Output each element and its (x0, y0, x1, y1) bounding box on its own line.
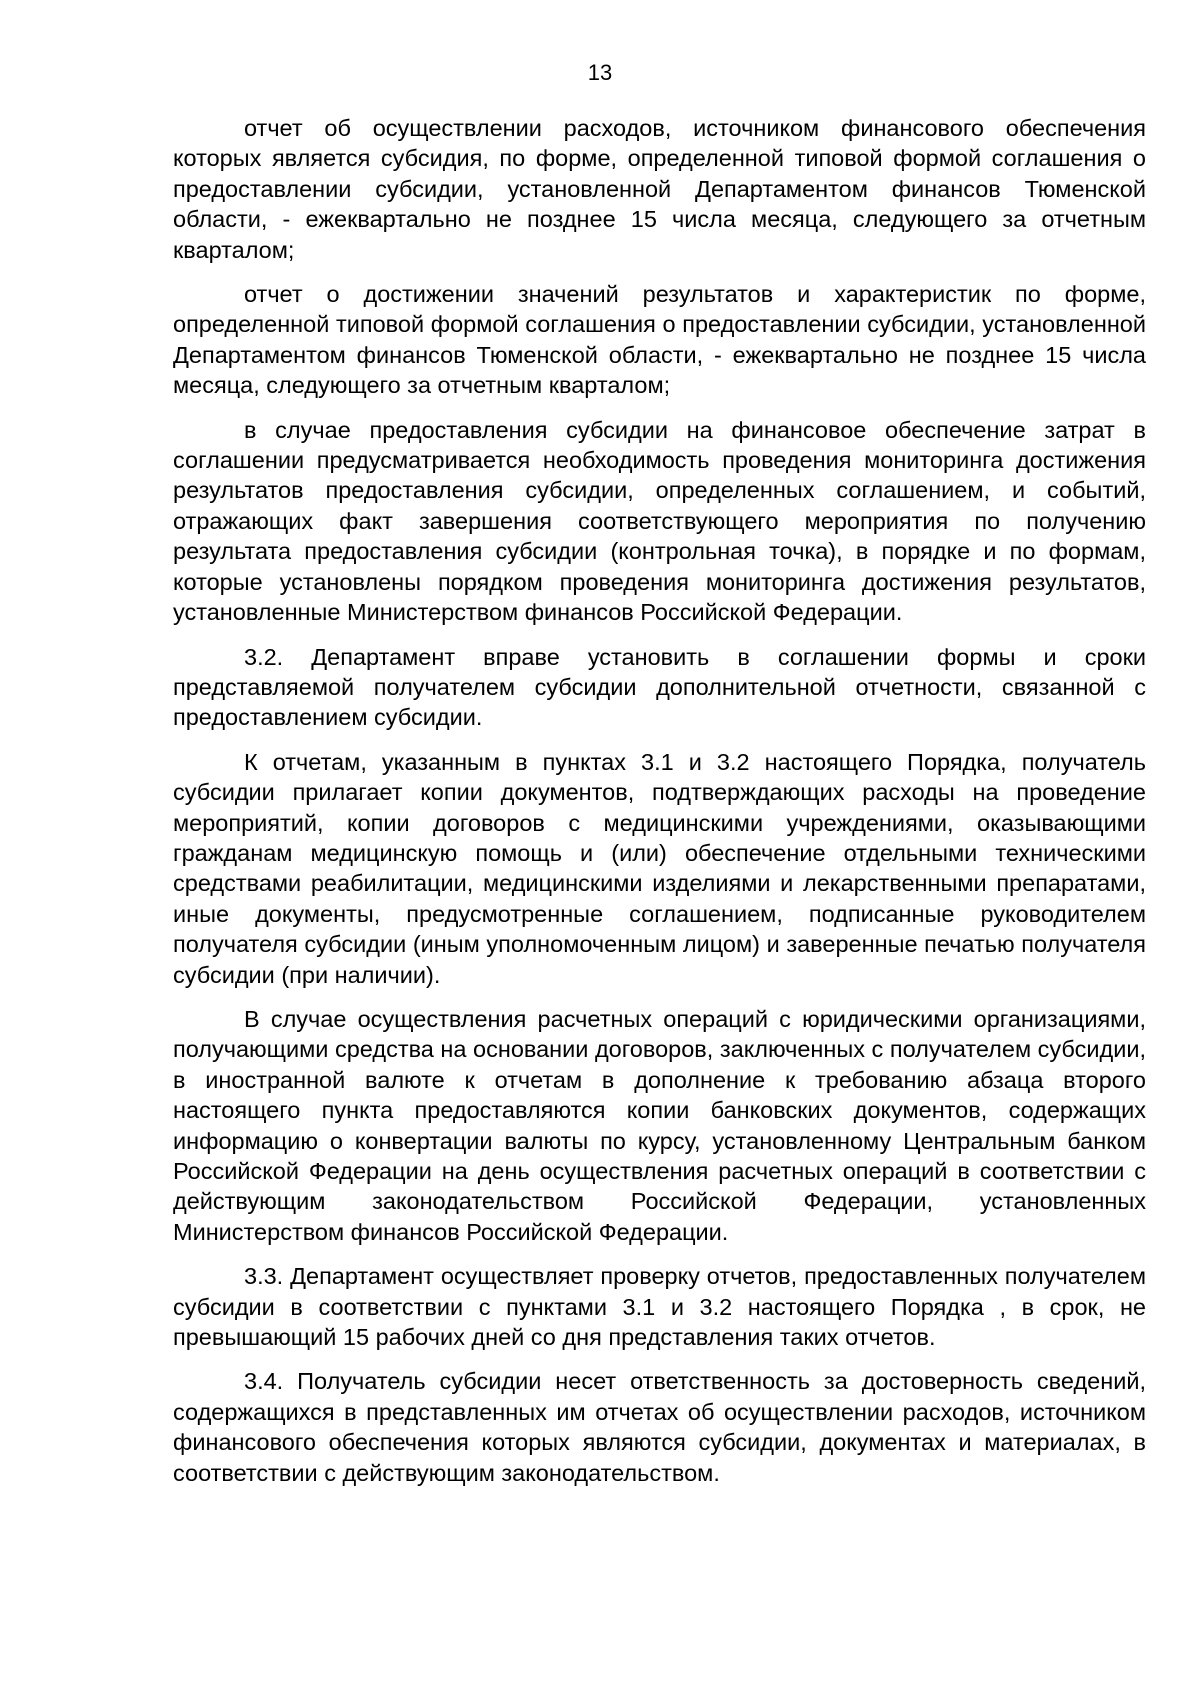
document-body (173, 113, 1146, 1488)
paragraph-monitoring: в случае предоставления субсидии на финансовое обеспечение затрат в соглашении предусматривается необходимость проведения мониторинга достижения результатов предоставления субсидии, определенных соглашением, и событий, отражающих факт завершения соответствующего мероприятия по получению результата предоставления субсидии (контрольная точка), в порядке и по формам, которые установлены порядком проведения мониторинга достижения результатов, установленные Министерством финансов Российской Федерации. (173, 416, 1146, 626)
page-number: 13 (587, 60, 613, 85)
paragraph-foreign-currency: В случае осуществления расчетных операций с юридическими организациями, получающими средства на основании договоров, заключенных с получателем субсидии, в иностранной валюте к отчетам в дополнение к требованию абзаца второго настоящего пункта предоставляются копии банковских документов, содержащих информацию о конвертации валюты по курсу, установленному Центральным банком Российской Федерации на день осуществления расчетных операций в соответствии с действующим законодательством Российской Федерации, установленных Министерством финансов Российской Федерации. (173, 1005, 1146, 1245)
paragraph-3-3: 3.3. Департамент осуществляет проверку отчетов, предоставленных получателем субсидии в соответствии с пунктами 3.1 и 3.2 настоящего Порядка , в срок, не превышающий 15 рабочих дней со дня представления таких отчетов. (173, 1263, 1146, 1351)
paragraph-3-4: 3.4. Получатель субсидии несет ответственность за достоверность сведений, содержащихся в представленных им отчетах об осуществлении расходов, источником финансового обеспечения которых являются субсидии, документах и материалах, в соответствии с действующим законодательством. (173, 1368, 1146, 1486)
paragraph-expense-report: отчет об осуществлении расходов, источником финансового обеспечения которых является субсидия, по форме, определенной типовой формой соглашения о предоставлении субсидии, установленной Департаментом финансов Тюменской области, - ежеквартально не позднее 15 числа месяца, следующего за отчетным кварталом; (173, 115, 1146, 263)
paragraph-3-2: 3.2. Департамент вправе установить в соглашении формы и сроки представляемой получателем субсидии дополнительной отчетности, связанной с предоставлением субсидии. (173, 643, 1146, 731)
paragraph-attachments: К отчетам, указанным в пунктах 3.1 и 3.2 настоящего Порядка, получатель субсидии прилагает копии документов, подтверждающих расходы на проведение мероприятий, копии договоров с медицинскими учреждениями, оказывающими гражданам медицинскую помощь и (или) обеспечение отдельными техническими средствами реабилитации, медицинскими изделиями и лекарственными препаратами, иные документы, предусмотренные соглашением, подписанные руководителем получателя субсидии (иным уполномоченным лицом) и заверенные печатью получателя субсидии (при наличии). (173, 748, 1146, 988)
paragraph-results-report: отчет о достижении значений результатов и характеристик по форме, определенной типовой формой соглашения о предоставлении субсидии, установленной Департаментом финансов Тюменской области, - ежеквартально не позднее 15 числа месяца, следующего за отчетным кварталом; (173, 281, 1146, 399)
